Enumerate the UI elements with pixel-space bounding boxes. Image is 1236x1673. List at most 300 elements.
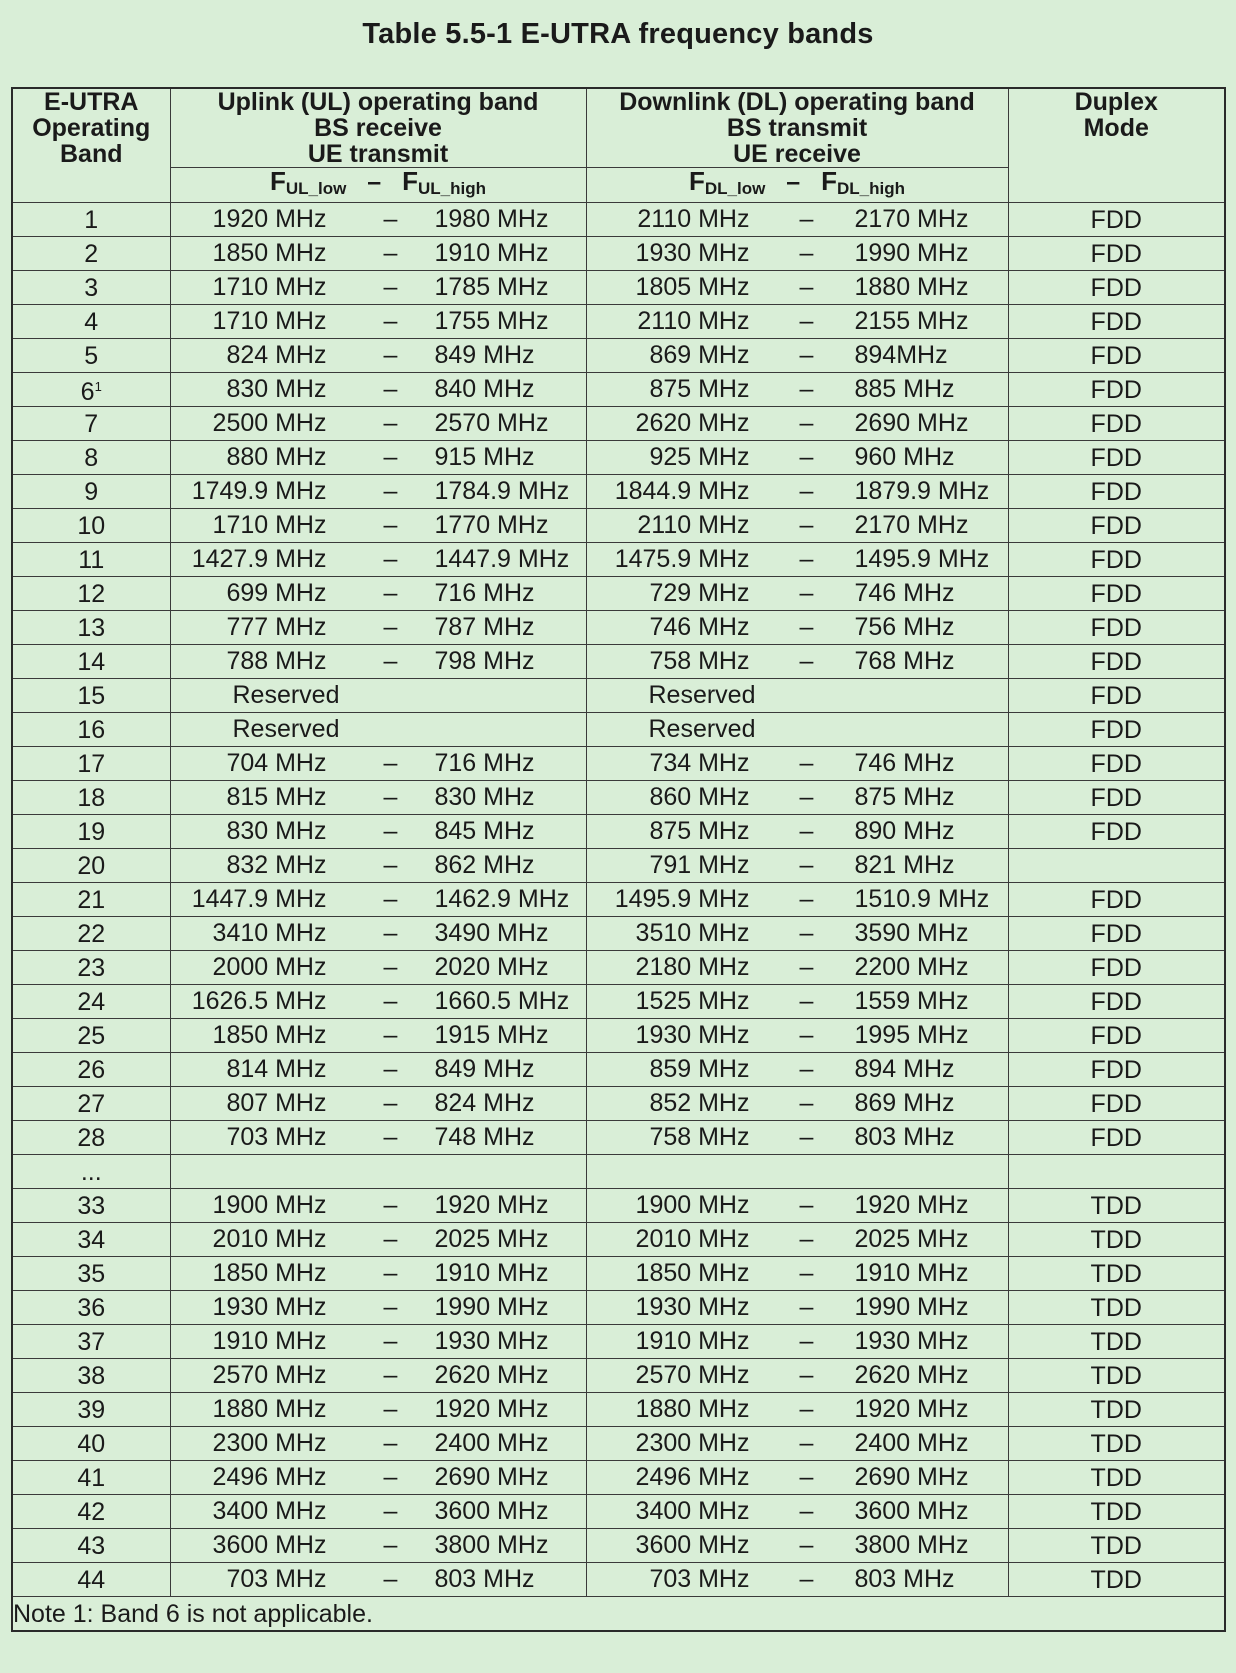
duplex-cell: TDD	[1008, 1495, 1225, 1529]
ul-low-value: 807 MHz	[226, 1089, 327, 1117]
ul-high-value: 1910 MHz	[434, 239, 549, 267]
dl-high-value: 1990 MHz	[854, 1293, 969, 1321]
band-cell: 23	[12, 951, 170, 985]
band-cell: 25	[12, 1019, 170, 1053]
downlink-cell	[586, 1461, 1008, 1495]
ul-high-value: 830 MHz	[434, 783, 535, 811]
band-cell: 43	[12, 1529, 170, 1563]
duplex-cell	[1008, 849, 1225, 883]
band-cell: 11	[12, 543, 170, 577]
reserved-label: Reserved	[648, 715, 756, 743]
range-dash: –	[383, 205, 398, 233]
downlink-cell	[586, 1121, 1008, 1155]
dl-high-value: 875 MHz	[854, 783, 955, 811]
dl-low-value: 703 MHz	[649, 1565, 750, 1593]
range-dash: –	[383, 1531, 398, 1559]
header-band-line: Band	[60, 140, 123, 168]
dl-high-value: 2400 MHz	[854, 1429, 969, 1457]
downlink-cell	[586, 781, 1008, 815]
duplex-cell	[1008, 1155, 1225, 1189]
band-cell: 38	[12, 1359, 170, 1393]
ul-high-value: 2690 MHz	[434, 1463, 549, 1491]
range-dash: –	[799, 1225, 814, 1253]
ul-low-value: 2496 MHz	[212, 1463, 327, 1491]
ul-high-value: 1770 MHz	[434, 511, 549, 539]
table-row	[12, 1053, 1225, 1087]
ul-high-value: 1990 MHz	[434, 1293, 549, 1321]
dl-low-value: 746 MHz	[649, 613, 750, 641]
range-dash: –	[799, 273, 814, 301]
duplex-cell: FDD	[1008, 373, 1225, 407]
uplink-cell	[170, 407, 586, 441]
band-cell: 9	[12, 475, 170, 509]
table-row	[12, 305, 1225, 339]
header-uplink-line: UE transmit	[307, 140, 449, 168]
duplex-cell: TDD	[1008, 1427, 1225, 1461]
band-cell: 10	[12, 509, 170, 543]
header-downlink-line: Downlink (DL) operating band	[619, 88, 975, 116]
footnote-marker: 1	[94, 379, 102, 394]
duplex-cell: TDD	[1008, 1461, 1225, 1495]
table-row	[12, 1325, 1225, 1359]
downlink-cell	[586, 1257, 1008, 1291]
duplex-cell: FDD	[1008, 1053, 1225, 1087]
ul-high-value: 3800 MHz	[434, 1531, 549, 1559]
dl-high-value: 885 MHz	[854, 375, 955, 403]
ul-low-value: 832 MHz	[226, 851, 327, 879]
range-dash: –	[799, 511, 814, 539]
dl-high-value: 1559 MHz	[854, 987, 969, 1015]
dl-low-label: $F_{DL\_low}$	[688, 167, 766, 198]
dl-low-value: 869 MHz	[649, 341, 750, 369]
ul-high-value: 1915 MHz	[434, 1021, 549, 1049]
ul-low-value: 815 MHz	[226, 783, 327, 811]
downlink-cell	[586, 645, 1008, 679]
ul-high-value: 716 MHz	[434, 749, 535, 777]
table-note: Note 1: Band 6 is not applicable.	[12, 1597, 1225, 1632]
range-dash: –	[383, 307, 398, 335]
range-dash: –	[383, 749, 398, 777]
downlink-cell	[586, 1053, 1008, 1087]
band-cell: 37	[12, 1325, 170, 1359]
band-cell: 24	[12, 985, 170, 1019]
duplex-cell: FDD	[1008, 237, 1225, 271]
range-dash: –	[799, 409, 814, 437]
band-cell: 16	[12, 713, 170, 747]
duplex-cell: FDD	[1008, 407, 1225, 441]
table-row	[12, 883, 1225, 917]
downlink-cell	[586, 475, 1008, 509]
table-row	[12, 645, 1225, 679]
uplink-cell	[170, 917, 586, 951]
band-cell: 42	[12, 1495, 170, 1529]
duplex-cell: FDD	[1008, 1121, 1225, 1155]
range-dash: –	[799, 885, 814, 913]
duplex-cell: FDD	[1008, 305, 1225, 339]
dl-low-value: 758 MHz	[649, 1123, 750, 1151]
ul-low-value: 830 MHz	[226, 817, 327, 845]
range-dash: –	[383, 783, 398, 811]
ul-low-value: 2010 MHz	[212, 1225, 327, 1253]
ul-high-label: $F_{UL\_high}$	[402, 167, 487, 198]
duplex-cell: FDD	[1008, 917, 1225, 951]
ul-high-value: 2620 MHz	[434, 1361, 549, 1389]
band-cell: 39	[12, 1393, 170, 1427]
dl-low-value: 1475.9 MHz	[614, 545, 750, 573]
band-cell: 18	[12, 781, 170, 815]
ul-high-value: 798 MHz	[434, 647, 535, 675]
dl-low-value: 860 MHz	[649, 783, 750, 811]
band-cell: 36	[12, 1291, 170, 1325]
ul-high-value: 1920 MHz	[434, 1395, 549, 1423]
table-row	[12, 1019, 1225, 1053]
dl-high-value: 1879.9 MHz	[854, 477, 990, 505]
band-cell: 21	[12, 883, 170, 917]
downlink-cell	[586, 679, 1008, 713]
range-dash: –	[383, 1021, 398, 1049]
ul-low-value: 1710 MHz	[212, 307, 327, 335]
uplink-cell	[170, 577, 586, 611]
downlink-cell	[586, 1189, 1008, 1223]
ul-low-value: 1447.9 MHz	[191, 885, 327, 913]
table-row	[12, 1121, 1225, 1155]
dl-high-value: 1920 MHz	[854, 1191, 969, 1219]
uplink-cell	[170, 203, 586, 237]
ul-low-value: 788 MHz	[226, 647, 327, 675]
ul-high-value: 2570 MHz	[434, 409, 549, 437]
downlink-cell	[586, 1427, 1008, 1461]
header-uplink-line: BS receive	[314, 114, 442, 142]
range-dash: –	[799, 1293, 814, 1321]
uplink-cell	[170, 339, 586, 373]
range-dash: –	[383, 851, 398, 879]
dl-high-value: 3590 MHz	[854, 919, 969, 947]
ul-low-value: 2570 MHz	[212, 1361, 327, 1389]
duplex-cell: FDD	[1008, 679, 1225, 713]
reserved-label: Reserved	[648, 681, 756, 709]
dl-low-value: 758 MHz	[649, 647, 750, 675]
range-dash: –	[383, 511, 398, 539]
duplex-cell: FDD	[1008, 951, 1225, 985]
table-row	[12, 815, 1225, 849]
dl-low-value: 1880 MHz	[635, 1395, 750, 1423]
dl-low-value: 3600 MHz	[635, 1531, 750, 1559]
downlink-cell	[586, 373, 1008, 407]
uplink-cell	[170, 713, 586, 747]
range-dash: –	[383, 409, 398, 437]
downlink-cell	[586, 985, 1008, 1019]
ul-low-value: 1910 MHz	[212, 1327, 327, 1355]
uplink-cell	[170, 509, 586, 543]
downlink-cell	[586, 305, 1008, 339]
duplex-cell: FDD	[1008, 713, 1225, 747]
header-duplex	[1008, 88, 1225, 203]
range-dash: –	[383, 613, 398, 641]
subheader-uplink	[170, 168, 586, 203]
dl-low-value: 875 MHz	[649, 375, 750, 403]
band-cell: 22	[12, 917, 170, 951]
table-row	[12, 849, 1225, 883]
duplex-cell: FDD	[1008, 509, 1225, 543]
range-dash: –	[799, 783, 814, 811]
range-dash: –	[799, 1463, 814, 1491]
dl-low-value: 852 MHz	[649, 1089, 750, 1117]
uplink-cell	[170, 1155, 586, 1189]
dl-high-value: 890 MHz	[854, 817, 955, 845]
note-row	[12, 1597, 1225, 1632]
ul-low-value: 3410 MHz	[212, 919, 327, 947]
range-dash: –	[799, 987, 814, 1015]
ul-high-value: 849 MHz	[434, 1055, 535, 1083]
duplex-cell: FDD	[1008, 203, 1225, 237]
table-row	[12, 1529, 1225, 1563]
dl-high-value: 894 MHz	[854, 1055, 955, 1083]
range-dash: –	[799, 953, 814, 981]
table-row	[12, 917, 1225, 951]
frequency-bands-table	[11, 87, 1226, 1632]
duplex-cell: TDD	[1008, 1359, 1225, 1393]
range-dash: –	[383, 1497, 398, 1525]
dl-low-value: 2180 MHz	[635, 953, 750, 981]
duplex-cell: TDD	[1008, 1257, 1225, 1291]
duplex-cell: FDD	[1008, 883, 1225, 917]
duplex-cell: TDD	[1008, 1291, 1225, 1325]
range-dash: –	[799, 307, 814, 335]
range-dash: –	[799, 1191, 814, 1219]
table-row	[12, 509, 1225, 543]
dl-low-value: 1930 MHz	[635, 1021, 750, 1049]
header-downlink	[586, 88, 1008, 168]
uplink-cell	[170, 237, 586, 271]
range-dash: –	[799, 1497, 814, 1525]
dl-low-value: 2620 MHz	[635, 409, 750, 437]
dl-high-value: 1495.9 MHz	[854, 545, 990, 573]
band-cell: 8	[12, 441, 170, 475]
reserved-label: Reserved	[232, 715, 340, 743]
ul-low-value: 2300 MHz	[212, 1429, 327, 1457]
ul-high-value: 803 MHz	[434, 1565, 535, 1593]
range-dash: –	[383, 341, 398, 369]
range-dash: –	[799, 1123, 814, 1151]
dl-high-label: $F_{DL\_high}$	[821, 167, 906, 198]
ul-low-value: 830 MHz	[226, 375, 327, 403]
duplex-cell: FDD	[1008, 645, 1225, 679]
ul-low-value: 1749.9 MHz	[191, 477, 327, 505]
uplink-cell	[170, 781, 586, 815]
ul-high-value: 1784.9 MHz	[434, 477, 570, 505]
band-cell: 41	[12, 1461, 170, 1495]
uplink-cell	[170, 1529, 586, 1563]
dl-high-value: 803 MHz	[854, 1565, 955, 1593]
table-row	[12, 1461, 1225, 1495]
ul-high-value: 1980 MHz	[434, 205, 549, 233]
table-row	[12, 1223, 1225, 1257]
duplex-cell: FDD	[1008, 1087, 1225, 1121]
ul-low-value: 699 MHz	[226, 579, 327, 607]
ul-high-value: 787 MHz	[434, 613, 535, 641]
dl-high-value: 1995 MHz	[854, 1021, 969, 1049]
ul-high-value: 1462.9 MHz	[434, 885, 570, 913]
band-cell: 35	[12, 1257, 170, 1291]
band-cell: 15	[12, 679, 170, 713]
range-dash: –	[799, 1021, 814, 1049]
range-dash: –	[383, 1463, 398, 1491]
downlink-cell	[586, 441, 1008, 475]
ul-low-value: 1930 MHz	[212, 1293, 327, 1321]
range-dash: –	[799, 749, 814, 777]
dl-low-value: 734 MHz	[649, 749, 750, 777]
ul-low-value: 1850 MHz	[212, 1259, 327, 1287]
uplink-cell	[170, 1019, 586, 1053]
dl-low-value: 1495.9 MHz	[614, 885, 750, 913]
table-row	[12, 1087, 1225, 1121]
downlink-cell	[586, 917, 1008, 951]
table-row	[12, 951, 1225, 985]
range-dash: –	[383, 477, 398, 505]
range-dash: –	[383, 545, 398, 573]
ul-high-value: 840 MHz	[434, 375, 535, 403]
downlink-cell	[586, 543, 1008, 577]
header-duplex-line: Duplex	[1074, 88, 1158, 116]
range-dash: –	[383, 239, 398, 267]
uplink-cell	[170, 1495, 586, 1529]
range-dash: –	[383, 1293, 398, 1321]
ul-low-value: 1850 MHz	[212, 239, 327, 267]
header-row	[12, 88, 1225, 168]
uplink-cell	[170, 1461, 586, 1495]
ul-low-value: 824 MHz	[226, 341, 327, 369]
ul-low-value: 3600 MHz	[212, 1531, 327, 1559]
ul-low-value: 1880 MHz	[212, 1395, 327, 1423]
range-dash: –	[799, 1361, 814, 1389]
range-dash: –	[799, 1055, 814, 1083]
duplex-cell: FDD	[1008, 543, 1225, 577]
duplex-cell: FDD	[1008, 339, 1225, 373]
uplink-cell	[170, 849, 586, 883]
dl-high-value: 746 MHz	[854, 579, 955, 607]
table-row	[12, 1393, 1225, 1427]
table-row	[12, 543, 1225, 577]
range-dash: –	[383, 375, 398, 403]
uplink-cell	[170, 747, 586, 781]
ul-low-value: 704 MHz	[226, 749, 327, 777]
uplink-cell	[170, 271, 586, 305]
range-dash: –	[799, 205, 814, 233]
band-cell: 7	[12, 407, 170, 441]
ul-high-value: 845 MHz	[434, 817, 535, 845]
range-dash: –	[799, 1531, 814, 1559]
dl-high-value: 3600 MHz	[854, 1497, 969, 1525]
dl-high-value: 746 MHz	[854, 749, 955, 777]
downlink-cell	[586, 1563, 1008, 1597]
range-dash: –	[799, 919, 814, 947]
downlink-cell	[586, 1155, 1008, 1189]
dl-high-value: 1920 MHz	[854, 1395, 969, 1423]
uplink-cell	[170, 475, 586, 509]
band-cell: 20	[12, 849, 170, 883]
band-cell: ...	[12, 1155, 170, 1189]
band-cell: 27	[12, 1087, 170, 1121]
table-row	[12, 713, 1225, 747]
table-row	[12, 577, 1225, 611]
uplink-cell	[170, 373, 586, 407]
dl-low-value: 2110 MHz	[637, 307, 750, 335]
uplink-cell	[170, 611, 586, 645]
range-dash: –	[799, 1327, 814, 1355]
table-title: Table 5.5-1 E-UTRA frequency bands	[362, 18, 874, 50]
uplink-cell	[170, 679, 586, 713]
range-dash: –	[383, 579, 398, 607]
range-dash: –	[383, 1327, 398, 1355]
table-row	[12, 1291, 1225, 1325]
band-cell: 44	[12, 1563, 170, 1597]
range-dash: –	[799, 1395, 814, 1423]
table-row	[12, 339, 1225, 373]
downlink-cell	[586, 1393, 1008, 1427]
range-dash: –	[799, 579, 814, 607]
ul-low-value: 1710 MHz	[212, 511, 327, 539]
dl-low-value: 1930 MHz	[635, 1293, 750, 1321]
band-cell: 13	[12, 611, 170, 645]
dl-high-value: 803 MHz	[854, 1123, 955, 1151]
range-dash: –	[383, 987, 398, 1015]
band-cell: 5	[12, 339, 170, 373]
duplex-cell: FDD	[1008, 747, 1225, 781]
range-dash: –	[383, 1429, 398, 1457]
dl-low-value: 1850 MHz	[635, 1259, 750, 1287]
ul-low-value: 777 MHz	[226, 613, 327, 641]
downlink-cell	[586, 611, 1008, 645]
downlink-cell	[586, 1019, 1008, 1053]
dl-high-value: 2170 MHz	[854, 205, 969, 233]
ul-low-value: 2000 MHz	[212, 953, 327, 981]
header-downlink-line: BS transmit	[726, 114, 868, 142]
dl-low-value: 3510 MHz	[635, 919, 750, 947]
downlink-cell	[586, 815, 1008, 849]
dl-low-value: 3400 MHz	[635, 1497, 750, 1525]
ul-high-value: 1930 MHz	[434, 1327, 549, 1355]
downlink-cell	[586, 1529, 1008, 1563]
range-dash: –	[383, 647, 398, 675]
duplex-cell: FDD	[1008, 781, 1225, 815]
uplink-cell	[170, 1359, 586, 1393]
uplink-cell	[170, 1427, 586, 1461]
uplink-cell	[170, 1325, 586, 1359]
table-row	[12, 407, 1225, 441]
dl-low-value: 925 MHz	[649, 443, 750, 471]
downlink-cell	[586, 237, 1008, 271]
uplink-cell	[170, 985, 586, 1019]
duplex-cell: TDD	[1008, 1223, 1225, 1257]
dl-low-value: 1844.9 MHz	[614, 477, 750, 505]
range-dash: –	[799, 613, 814, 641]
range-dash: –	[799, 817, 814, 845]
uplink-cell	[170, 1393, 586, 1427]
ul-high-value: 3490 MHz	[434, 919, 549, 947]
dl-low-value: 1900 MHz	[635, 1191, 750, 1219]
dash: –	[367, 168, 382, 196]
dl-high-value: 3800 MHz	[854, 1531, 969, 1559]
uplink-cell	[170, 1257, 586, 1291]
range-dash: –	[383, 273, 398, 301]
dl-high-value: 960 MHz	[854, 443, 955, 471]
dl-low-value: 875 MHz	[649, 817, 750, 845]
duplex-cell: FDD	[1008, 441, 1225, 475]
table-row	[12, 441, 1225, 475]
downlink-cell	[586, 1325, 1008, 1359]
table-row	[12, 271, 1225, 305]
subheader-downlink	[586, 168, 1008, 203]
